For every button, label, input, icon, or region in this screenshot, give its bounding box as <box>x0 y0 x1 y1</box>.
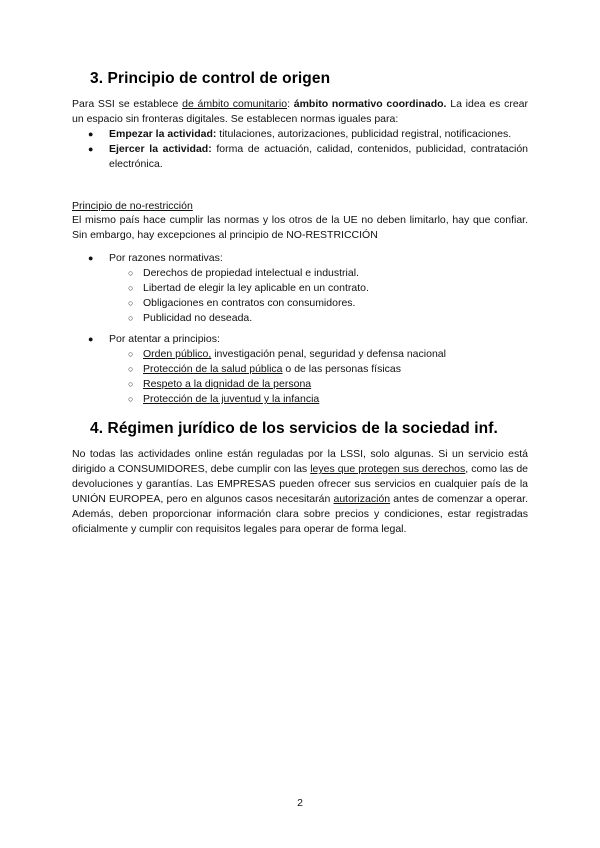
bullet-icon: ● <box>88 129 94 139</box>
list-item: ● Por razones normativas: <box>88 252 223 264</box>
list-item: ○ Publicidad no deseada. <box>128 312 253 324</box>
razones-sublist <box>72 266 528 326</box>
bullet-icon: ● <box>88 334 94 344</box>
list-item: ○ Protección de la juventud y la infancia <box>128 393 320 405</box>
circle-bullet-icon: ○ <box>128 379 134 389</box>
list-item: ○ Orden público, investigación penal, seguridad y defensa nacional <box>128 348 446 360</box>
no-restriccion-subtitle: Principio de no-restricción <box>72 200 193 212</box>
circle-bullet-icon: ○ <box>128 268 134 278</box>
bullet-icon: ● <box>88 144 94 154</box>
circle-bullet-icon: ○ <box>128 283 134 293</box>
list-item: ○ Obligaciones en contratos con consumidores. <box>128 297 356 309</box>
principios-list <box>72 332 528 347</box>
page-number: 2 <box>297 797 303 809</box>
no-restriccion-text: El mismo país hace cumplir las normas y los otros de la UE no deben limitarlo, hay que confiar. Sin embargo, hay excepciones al principio de NO-RESTRICCIÓN <box>72 214 528 241</box>
circle-bullet-icon: ○ <box>128 349 134 359</box>
list-item: ● Empezar la actividad: titulaciones, autorizaciones, publicidad registral, notificaciones. <box>88 128 512 140</box>
list-item: ● Por atentar a principios: <box>88 333 220 345</box>
circle-bullet-icon: ○ <box>128 313 134 323</box>
razones-list <box>72 251 528 266</box>
section-4-heading: 4. Régimen jurídico de los servicios de la sociedad inf. <box>90 420 498 437</box>
list-item: ○ Libertad de elegir la ley aplicable en un contrato. <box>128 282 369 294</box>
list-item: ○ Respeto a la dignidad de la persona <box>128 378 312 390</box>
list-item: ○ Protección de la salud pública o de las personas físicas <box>128 363 401 375</box>
section-3-intro: Para SSI se establece de ámbito comunitario: ámbito normativo coordinado. La idea es crear un espacio sin fronteras digitales. Se establecen normas iguales para: <box>72 98 528 125</box>
scope-bullet-list <box>72 127 528 172</box>
list-item: ○ Derechos de propiedad intelectual e industrial. <box>128 267 359 279</box>
circle-bullet-icon: ○ <box>128 394 134 404</box>
bullet-icon: ● <box>88 253 94 263</box>
section-3-heading: 3. Principio de control de origen <box>90 70 331 87</box>
circle-bullet-icon: ○ <box>128 298 134 308</box>
principios-sublist <box>72 347 528 407</box>
list-item: ● Ejercer la actividad: forma de actuación, calidad, contenidos, publicidad, contratación electrónica. <box>88 143 528 170</box>
section-4-body: No todas las actividades online están reguladas por la LSSI, solo algunas. Si un servicio está dirigido a CONSUMIDORES, debe cumplir con las leyes que protegen sus derechos, como las de devoluciones y garantías. Las EMPRESAS pueden ofrecer sus servicios en cualquier país de la UNIÓN EUROPEA, pero en algunos casos necesitarán autorización antes de comenzar a operar. Además, deben proporcionar información clara sobre precios y condiciones, estar registradas oficialmente y cumplir con requisitos legales para operar de forma legal. <box>72 448 528 535</box>
circle-bullet-icon: ○ <box>128 364 134 374</box>
